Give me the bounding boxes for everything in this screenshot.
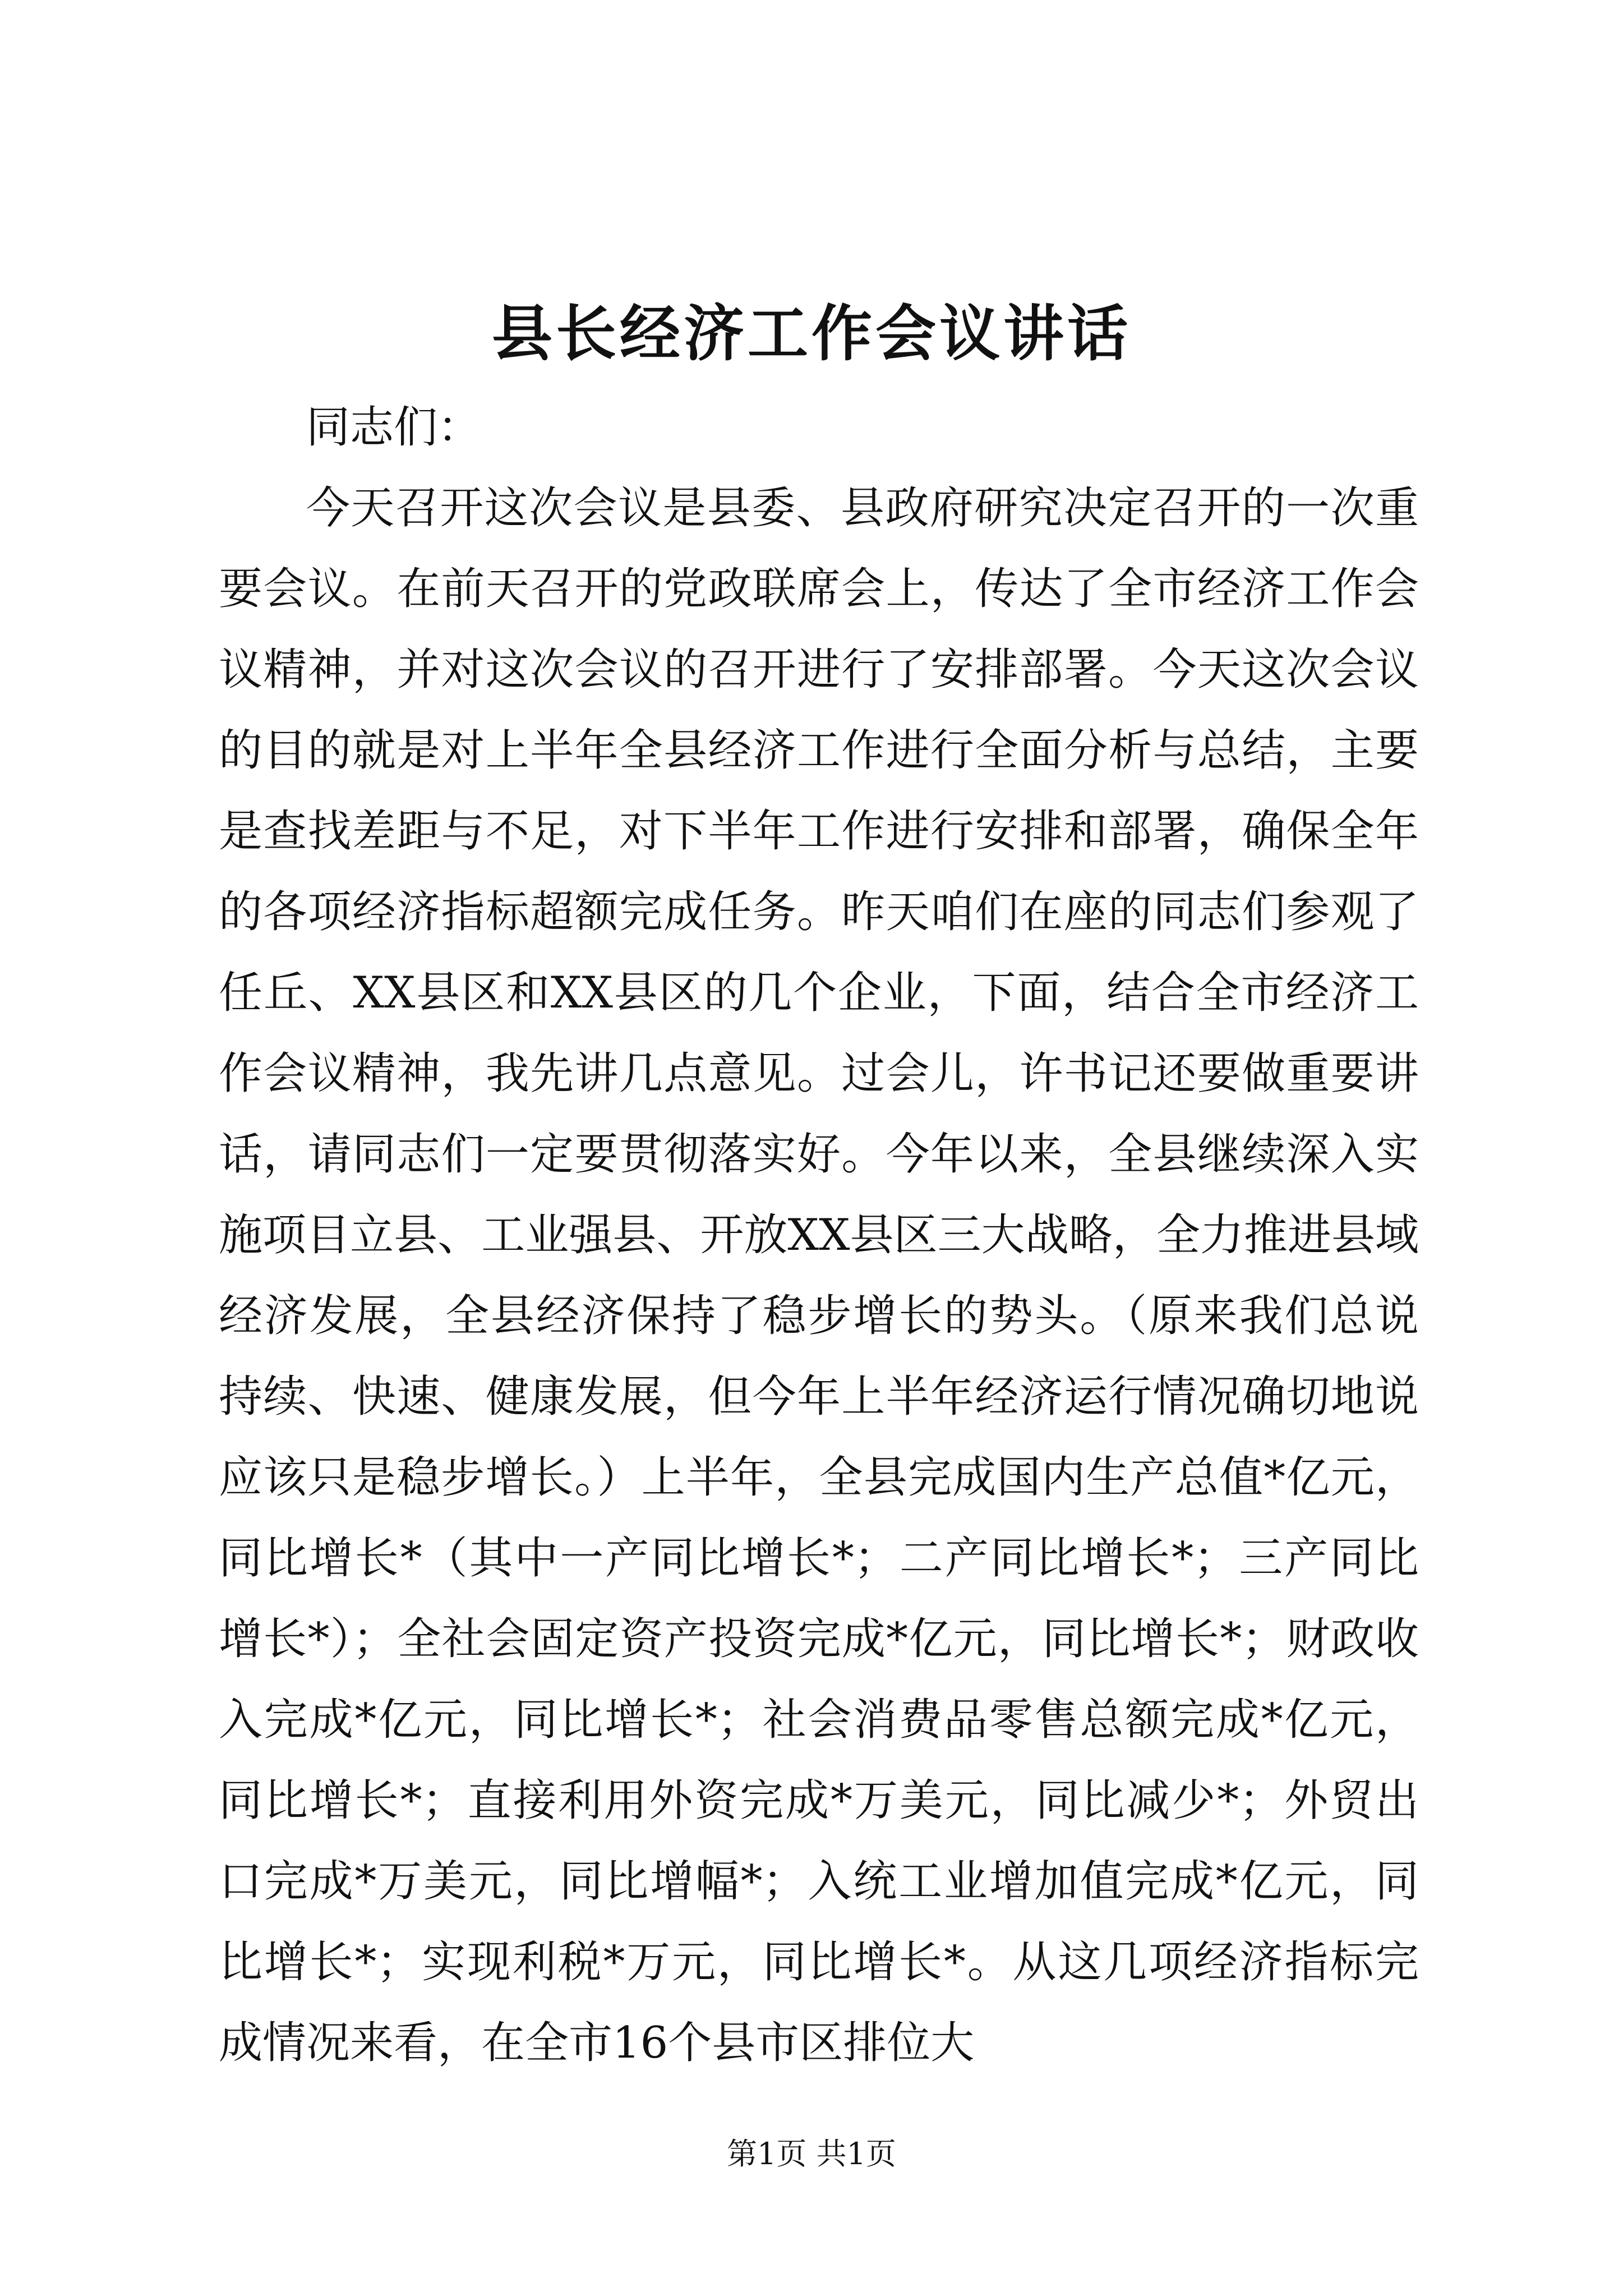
greeting-line: 同志们：	[306, 402, 482, 453]
document-body	[219, 387, 1419, 2083]
body-paragraph: 今天召开这次会议是县委、县政府研究决定召开的一次重要会议。在前天召开的党政联席会上，传达了全市经济工作会议精神，并对这次会议的召开进行了安排部署。今天这次会议的目的就是对上半年全县经济工作进行全面分析与总结，主要是查找差距与不足，对下半年工作进行安排和部署，确保全年的各项经济指标超额完成任务。昨天咱们在座的同志们参观了任丘、XX县区和XX县区的几个企业，下面，结合全市经济工作会议精神，我先讲几点意见。过会儿，许书记还要做重要讲话，请同志们一定要贯彻落实好。今年以来，全县继续深入实施项目立县、工业强县、开放XX县区三大战略，全力推进县域经济发展，全县经济保持了稳步增长的势头。（原来我们总说持续、快速、健康发展，但今年上半年经济运行情况确切地说应该只是稳步增长。）上半年，全县完成国内生产总值*亿元，同比增长*（其中一产同比增长*；二产同比增长*；三产同比增长*）；全社会固定资产投资完成*亿元，同比增长*；财政收入完成*亿元，同比增长*；社会消费品零售总额完成*亿元，同比增长*；直接利用外资完成*万美元，同比减少*；外贸出口完成*万美元，同比增幅*；入统工业增加值完成*亿元，同比增长*；实现利税*万元，同比增长*。从这几项经济指标完成情况来看，在全市16个县市区排位大	[219, 483, 1419, 2068]
page-footer: 第1页 共1页	[727, 2136, 896, 2171]
document-title: 县长经济工作会议讲话	[491, 298, 1131, 369]
